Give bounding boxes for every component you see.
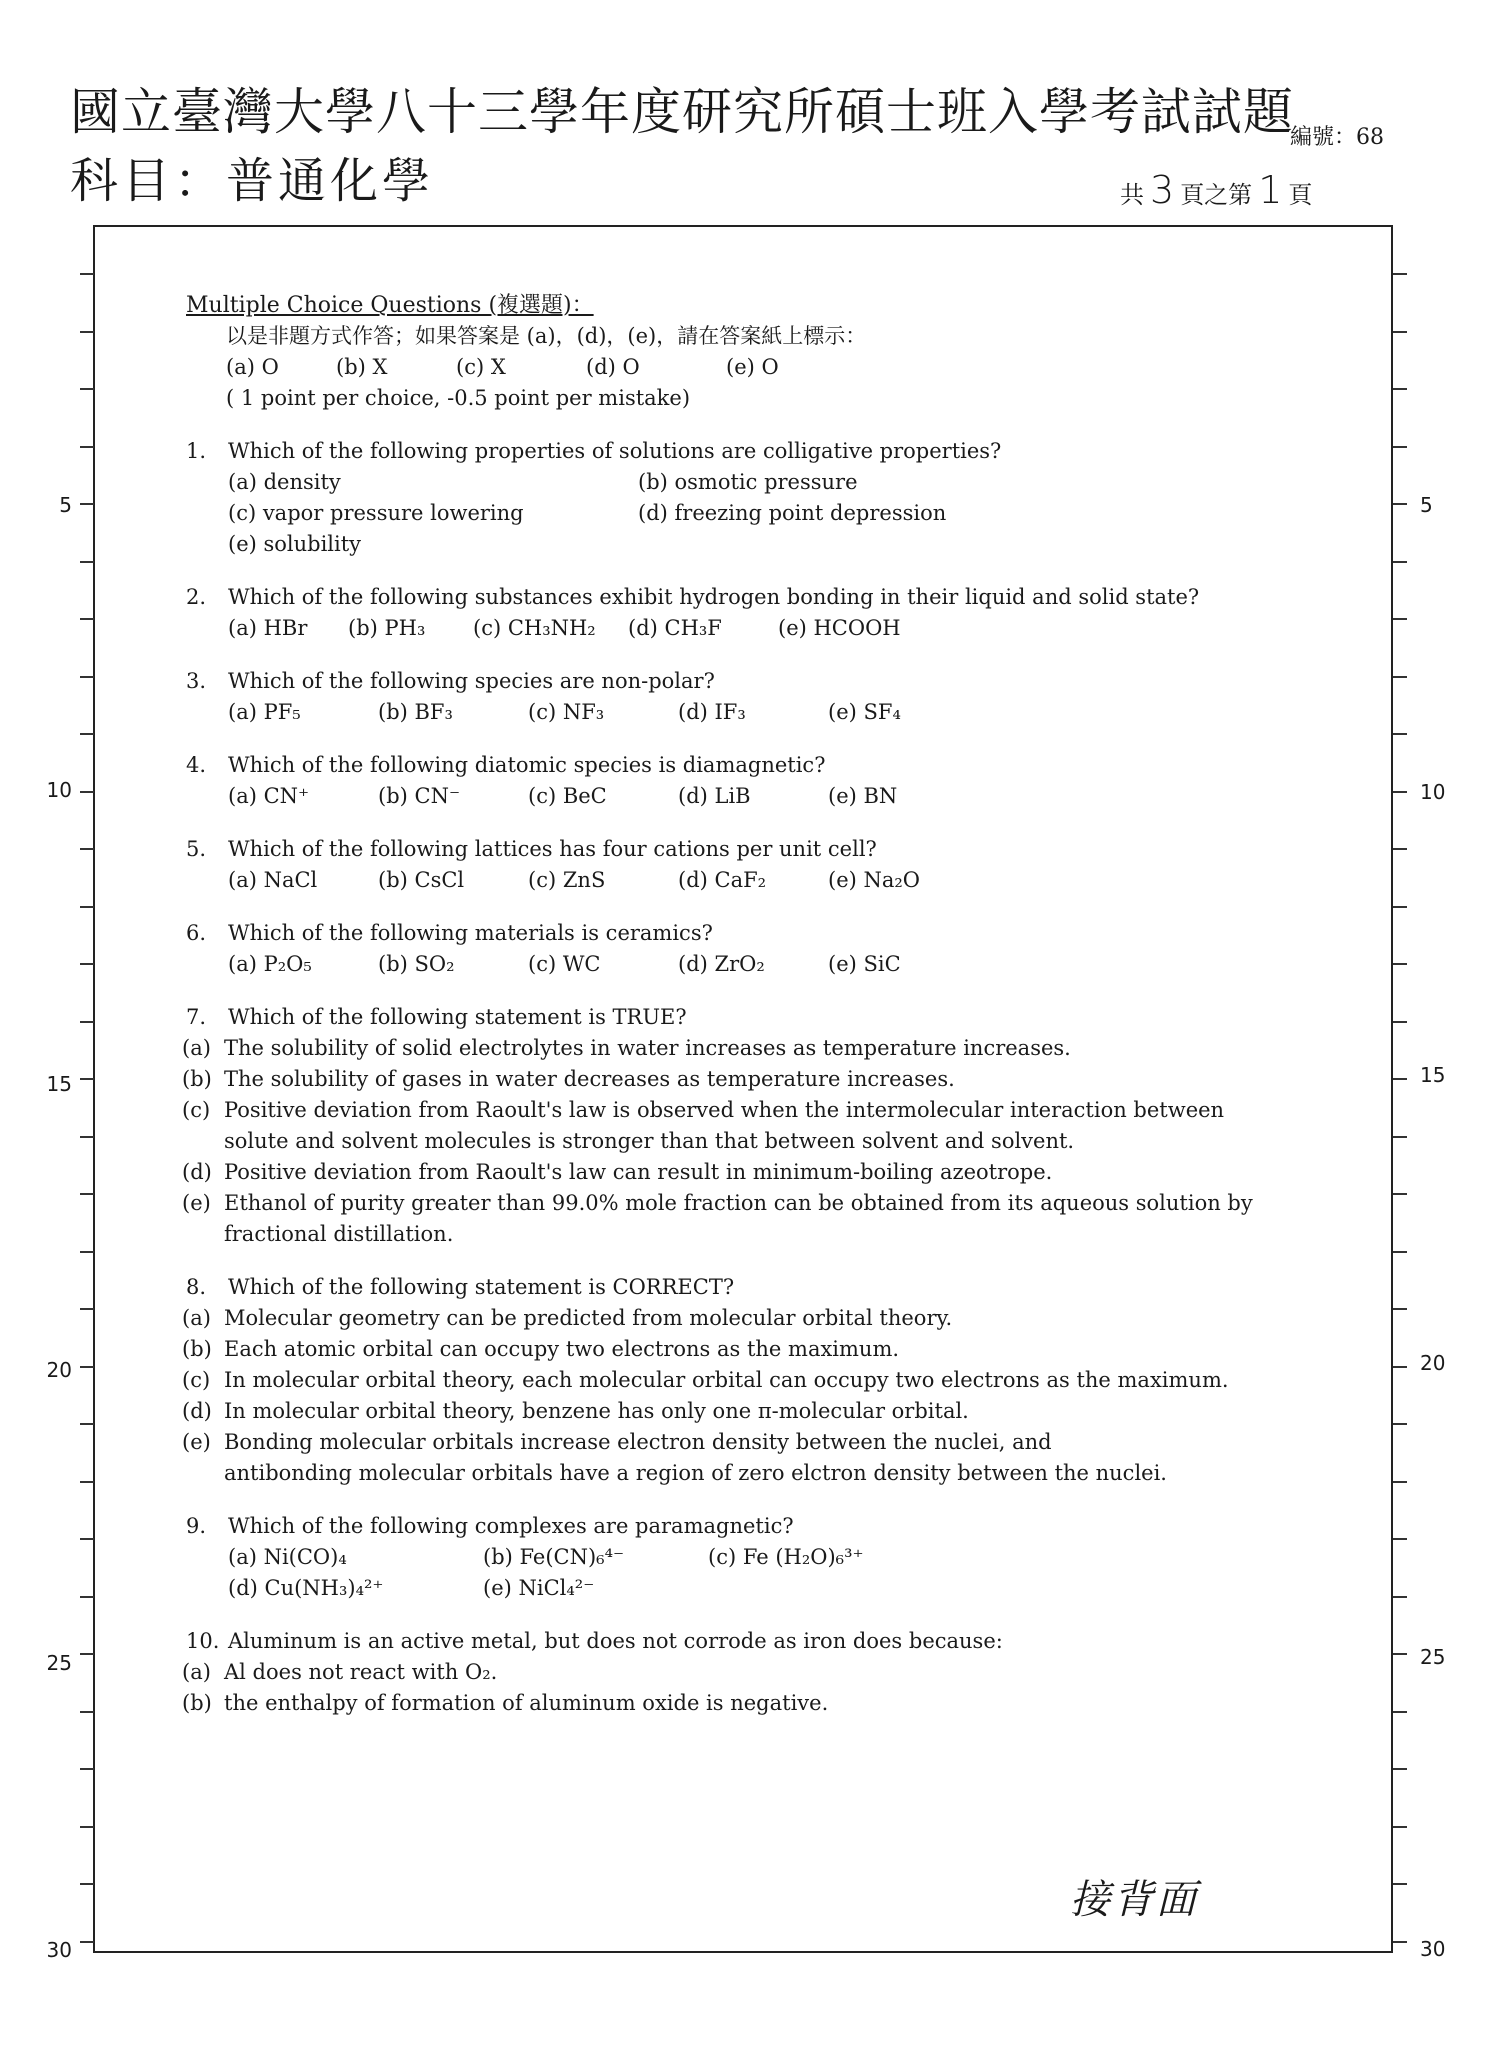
line-number-left: 20 [46,1358,72,1382]
line-number-left: 15 [46,1072,72,1096]
margin-tick [1393,1366,1407,1368]
page-prefix: 共 [1120,181,1144,209]
margin-tick [80,848,94,850]
margin-tick [80,791,94,793]
margin-tick [80,273,94,275]
margin-tick [80,1941,94,1943]
question-number: 2. [186,585,207,609]
statement-text: The solubility of solid electrolytes in water increases as temperature increases. [224,1036,1071,1060]
line-number-right: 30 [1420,1937,1446,1961]
option: (e) HCOOH [778,616,901,640]
page-current: 1 [1258,168,1283,212]
question-5 [186,834,1386,896]
statement-label: (d) [182,1160,212,1184]
option: (c) NF₃ [528,700,605,724]
question-number: 9. [186,1514,207,1538]
question-10 [182,1626,1386,1719]
margin-tick [1393,1711,1407,1713]
section-heading: Multiple Choice Questions (複選題)： [186,293,594,318]
line-number-left: 10 [46,778,72,802]
option: (d) Cu(NH₃)₄²⁺ [228,1576,384,1600]
question-stem: Which of the following diatomic species is diamagnetic? [228,753,826,777]
margin-tick [80,1711,94,1713]
question-stem: Aluminum is an active metal, but does not corrode as iron does because: [228,1629,1003,1653]
question-number: 4. [186,753,207,777]
margin-tick [80,1308,94,1310]
question-stem: Which of the following properties of solutions are colligative properties? [228,439,1002,463]
example-answer: (d) O [586,355,640,379]
option: (b) Fe(CN)₆⁴⁻ [483,1545,625,1569]
option: (b) BF₃ [378,700,453,724]
page-mid: 頁之第 [1180,181,1253,209]
margin-tick [1393,1308,1407,1310]
line-number-left: 5 [59,493,72,517]
option: (d) freezing point depression [638,501,947,525]
margin-tick [80,906,94,908]
option: (b) CN⁻ [378,784,461,808]
question-number: 3. [186,669,207,693]
page-total: 3 [1150,168,1175,212]
margin-tick [80,1768,94,1770]
question-9 [186,1511,1386,1604]
statement-label: (e) [182,1430,211,1454]
exam-content [182,290,1386,1719]
option: (e) NiCl₄²⁻ [483,1576,595,1600]
option: (e) Na₂O [828,868,921,892]
margin-tick [1393,1078,1407,1080]
statement-text: In molecular orbital theory, each molecular orbital can occupy two electrons as the maximum. [224,1368,1229,1392]
margin-tick [1393,1021,1407,1023]
margin-tick [80,733,94,735]
margin-tick [1393,331,1407,333]
margin-tick [80,1193,94,1195]
exam-title: 國立臺灣大學八十三學年度研究所碩士班入學考試試題 [70,83,1294,141]
margin-tick [1393,1481,1407,1483]
question-stem: Which of the following materials is ceramics? [228,921,713,945]
margin-tick [1393,848,1407,850]
margin-tick [1393,733,1407,735]
statement-text: Positive deviation from Raoult's law is observed when the intermolecular interaction between solute and solvent molecules is stronger than that between solvent and solvent. [224,1098,1225,1153]
statement-text: Ethanol of purity greater than 99.0% mole fraction can be obtained from its aqueous solution by fractional distillation. [224,1191,1253,1246]
statement-text: Each atomic orbital can occupy two electrons as the maximum. [224,1337,900,1361]
option: (d) ZrO₂ [678,952,765,976]
margin-tick [1393,1193,1407,1195]
margin-tick [1393,1826,1407,1828]
question-6 [186,918,1386,980]
instruction-text: 以是非題方式作答；如果答案是 (a)，(d)，(e)，請在答案紙上標示： [226,324,867,348]
example-answer: (b) X [336,355,388,379]
margin-tick [80,1136,94,1138]
question-8 [182,1272,1386,1489]
question-2 [186,582,1386,644]
margin-tick [80,963,94,965]
statement-label: (d) [182,1399,212,1423]
option: (c) Fe (H₂O)₆³⁺ [708,1545,864,1569]
option: (d) LiB [678,784,751,808]
example-answer: (c) X [456,355,506,379]
statement-label: (c) [182,1368,211,1392]
line-number-right: 25 [1420,1645,1446,1669]
question-stem: Which of the following complexes are paramagnetic? [228,1514,794,1538]
option: (d) IF₃ [678,700,746,724]
margin-tick [1393,791,1407,793]
question-4 [186,750,1386,812]
example-answer-row [186,352,1386,383]
question-1 [186,436,1386,560]
statement-label: (a) [182,1036,211,1060]
statement-label: (b) [182,1067,212,1091]
option: (d) CaF₂ [678,868,767,892]
margin-tick [1393,388,1407,390]
option: (a) Ni(CO)₄ [228,1545,347,1569]
statement-text: Bonding molecular orbitals increase electron density between the nuclei, and antibonding molecular orbitals have a region of zero elctron density between the nuclei. [224,1430,1167,1485]
margin-tick [80,331,94,333]
question-7 [182,1002,1386,1250]
line-number-right: 15 [1420,1063,1446,1087]
option: (a) density [228,470,341,494]
line-number-right: 10 [1420,780,1446,804]
margin-tick [80,1251,94,1253]
option: (e) SiC [828,952,901,976]
margin-tick [1393,676,1407,678]
line-number-right: 5 [1420,493,1433,517]
option: (b) osmotic pressure [638,470,858,494]
question-3 [186,666,1386,728]
option: (a) PF₅ [228,700,301,724]
page-suffix: 頁 [1288,181,1313,209]
line-number-left: 25 [46,1651,72,1675]
line-number-left: 30 [46,1938,72,1962]
option: (c) CH₃NH₂ [473,616,596,640]
option: (a) HBr [228,616,308,640]
statement-label: (e) [182,1191,211,1215]
margin-tick [1393,1596,1407,1598]
question-number: 8. [186,1275,207,1299]
continue-overleaf-note: 接背面 [1070,1877,1199,1923]
option: (c) vapor pressure lowering [228,501,524,525]
line-number-right: 20 [1420,1351,1446,1375]
margin-tick [80,1481,94,1483]
question-stem: Which of the following substances exhibit hydrogen bonding in their liquid and solid state? [228,585,1200,609]
question-stem: Which of the following statement is TRUE? [228,1005,687,1029]
option: (a) CN⁺ [228,784,310,808]
option: (e) solubility [228,532,362,556]
option: (c) WC [528,952,601,976]
question-number: 5. [186,837,207,861]
margin-tick [1393,1883,1407,1885]
statement-label: (b) [182,1691,212,1715]
page-info [1120,168,1312,212]
option: (b) SO₂ [378,952,455,976]
margin-tick [80,618,94,620]
question-stem: Which of the following species are non-polar? [228,669,715,693]
question-stem: Which of the following lattices has four cations per unit cell? [228,837,877,861]
margin-tick [80,1423,94,1425]
statement-label: (b) [182,1337,212,1361]
statement-label: (a) [182,1306,211,1330]
margin-tick [80,1596,94,1598]
option: (e) BN [828,784,898,808]
statement-text: Positive deviation from Raoult's law can result in minimum-boiling azeotrope. [224,1160,1053,1184]
question-number: 1. [186,439,207,463]
option: (b) PH₃ [348,616,426,640]
margin-tick [1393,1423,1407,1425]
option: (c) BeC [528,784,607,808]
margin-tick [1393,1768,1407,1770]
margin-tick [80,1826,94,1828]
margin-tick [1393,906,1407,908]
question-stem: Which of the following statement is CORRECT? [228,1275,735,1299]
margin-tick [80,503,94,505]
margin-tick [1393,1653,1407,1655]
subject-title: 科目：普通化學 [70,153,435,209]
statement-text: In molecular orbital theory, benzene has only one π-molecular orbital. [224,1399,969,1423]
question-number: 10. [186,1629,220,1653]
statement-text: Al does not react with O₂. [224,1660,498,1684]
statement-text: the enthalpy of formation of aluminum oxide is negative. [224,1691,829,1715]
margin-tick [1393,1538,1407,1540]
margin-tick [80,388,94,390]
margin-tick [80,1078,94,1080]
margin-tick [1393,1251,1407,1253]
option: (d) CH₃F [628,616,722,640]
margin-tick [1393,1136,1407,1138]
margin-tick [80,561,94,563]
margin-tick [80,1653,94,1655]
margin-tick [80,446,94,448]
margin-tick [80,1883,94,1885]
margin-tick [80,676,94,678]
statement-text: Molecular geometry can be predicted from molecular orbital theory. [224,1306,953,1330]
margin-tick [1393,618,1407,620]
margin-tick [1393,561,1407,563]
margin-tick [1393,446,1407,448]
question-number: 7. [186,1005,207,1029]
margin-tick [1393,1941,1407,1943]
margin-tick [1393,273,1407,275]
option: (c) ZnS [528,868,606,892]
scoring-rule: ( 1 point per choice, -0.5 point per mistake) [226,386,691,410]
exam-code: 編號：68 [1290,125,1384,150]
option: (b) CsCl [378,868,465,892]
statement-label: (a) [182,1660,211,1684]
statement-label: (c) [182,1098,211,1122]
question-number: 6. [186,921,207,945]
option: (e) SF₄ [828,700,901,724]
margin-tick [1393,503,1407,505]
margin-tick [80,1021,94,1023]
example-answer: (e) O [726,355,779,379]
statement-text: The solubility of gases in water decreases as temperature increases. [224,1067,955,1091]
example-answer: (a) O [226,355,279,379]
margin-tick [80,1538,94,1540]
option: (a) NaCl [228,868,318,892]
margin-tick [80,1366,94,1368]
margin-tick [1393,963,1407,965]
option: (a) P₂O₅ [228,952,312,976]
